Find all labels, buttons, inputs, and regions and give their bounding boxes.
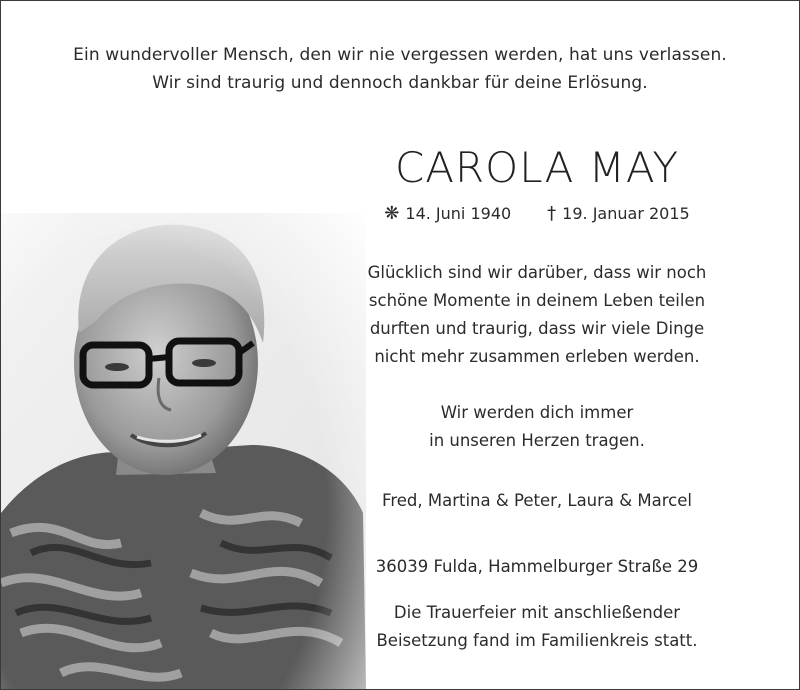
remembrance-text [361,399,713,455]
cross-death-icon: † [547,203,557,224]
portrait-photo [1,213,366,689]
deceased-name: CAROLA MAY [394,143,680,192]
quote-line: Glücklich sind wir darüber, dass wir noch [367,263,707,282]
portrait-illustration [1,213,366,689]
life-dates [361,203,713,224]
ceremony-info [361,599,713,655]
remembrance-line: in unseren Herzen tragen. [429,431,645,450]
ceremony-line: Die Trauerfeier mit anschließender [393,603,681,622]
intro-line-1: Ein wundervoller Mensch, den wir nie vergessen werden, hat uns verlassen. [73,45,727,65]
birth-date: 14. Juni 1940 [405,204,512,223]
mourners-names: Fred, Martina & Peter, Laura & Marcel [382,491,692,510]
mourning-address [361,553,713,581]
memorial-quote [361,259,713,371]
intro-line-2: Wir sind traurig und dennoch dankbar für deine Erlösung. [152,73,648,93]
quote-line: nicht mehr zusammen erleben werden. [374,347,700,366]
address-line: 36039 Fulda, Hammelburger Straße 29 [375,557,699,576]
quote-line: durften und traurig, dass wir viele Dinge [369,319,705,338]
mourners [361,487,713,515]
quote-line: schöne Momente in deinem Leben teilen [368,291,706,310]
remembrance-line: Wir werden dich immer [440,403,634,422]
death-date: 19. Januar 2015 [562,204,690,223]
ceremony-line: Beisetzung fand im Familienkreis statt. [376,631,698,650]
asterisk-birth-icon: ❋ [384,203,400,224]
intro-text [1,41,799,97]
